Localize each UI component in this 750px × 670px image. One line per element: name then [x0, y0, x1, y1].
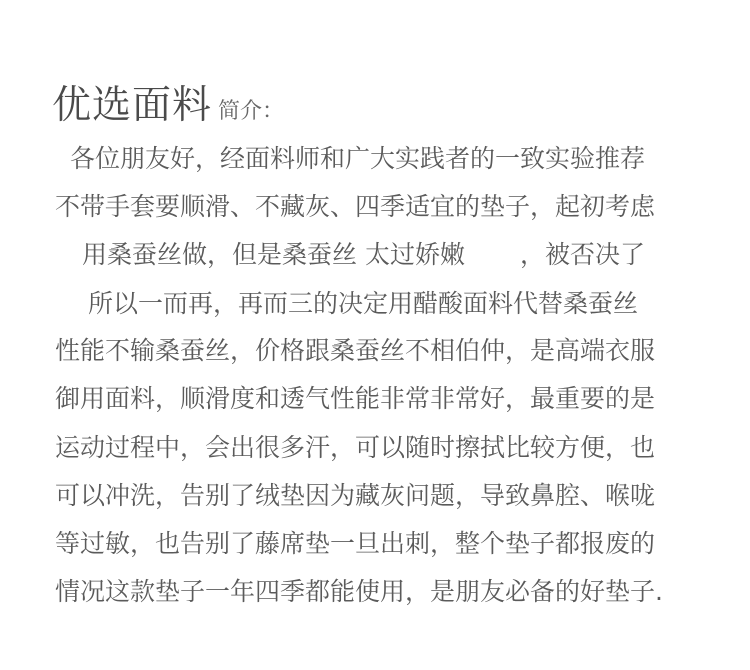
heading-title: 优选面料	[52, 83, 213, 128]
paragraph-line	[82, 242, 645, 267]
paragraph-line: 运动过程中，会出很多汗，可以随时擦拭比较方便，也	[55, 433, 656, 462]
paragraph-line: 所以一而再，再而三的决定用醋酸面料代替桑蚕丝	[88, 289, 639, 318]
paragraph-line: 可以冲洗，告别了绒垫因为藏灰问题，导致鼻腔、喉咙	[55, 481, 656, 510]
paragraph-line-segment: ，被否决了	[519, 240, 645, 269]
paragraph-line: 不带手套要顺滑、不藏灰、四季适宜的垫子，起初考虑	[55, 192, 656, 221]
paragraph-line: 情况这款垫子一年四季都能使用，是朋友必备的好垫子.	[55, 577, 663, 606]
paragraph-line: 御用面料，顺滑度和透气性能非常非常好，最重要的是	[55, 384, 656, 413]
paragraph-line: 各位朋友好，经面料师和广大实践者的一致实验推荐	[70, 144, 646, 173]
section-heading	[52, 74, 284, 130]
heading-subtitle: 简介：	[218, 99, 285, 124]
paragraph-line: 等过敏，也告别了藤席垫一旦出刺，整个垫子都报废的	[55, 529, 656, 558]
paragraph-line: 性能不输桑蚕丝，价格跟桑蚕丝不相伯仲，是高端衣服	[55, 336, 656, 365]
paragraph-line-segment: 用桑蚕丝做，但是桑蚕丝 太过娇嫩	[82, 240, 465, 269]
